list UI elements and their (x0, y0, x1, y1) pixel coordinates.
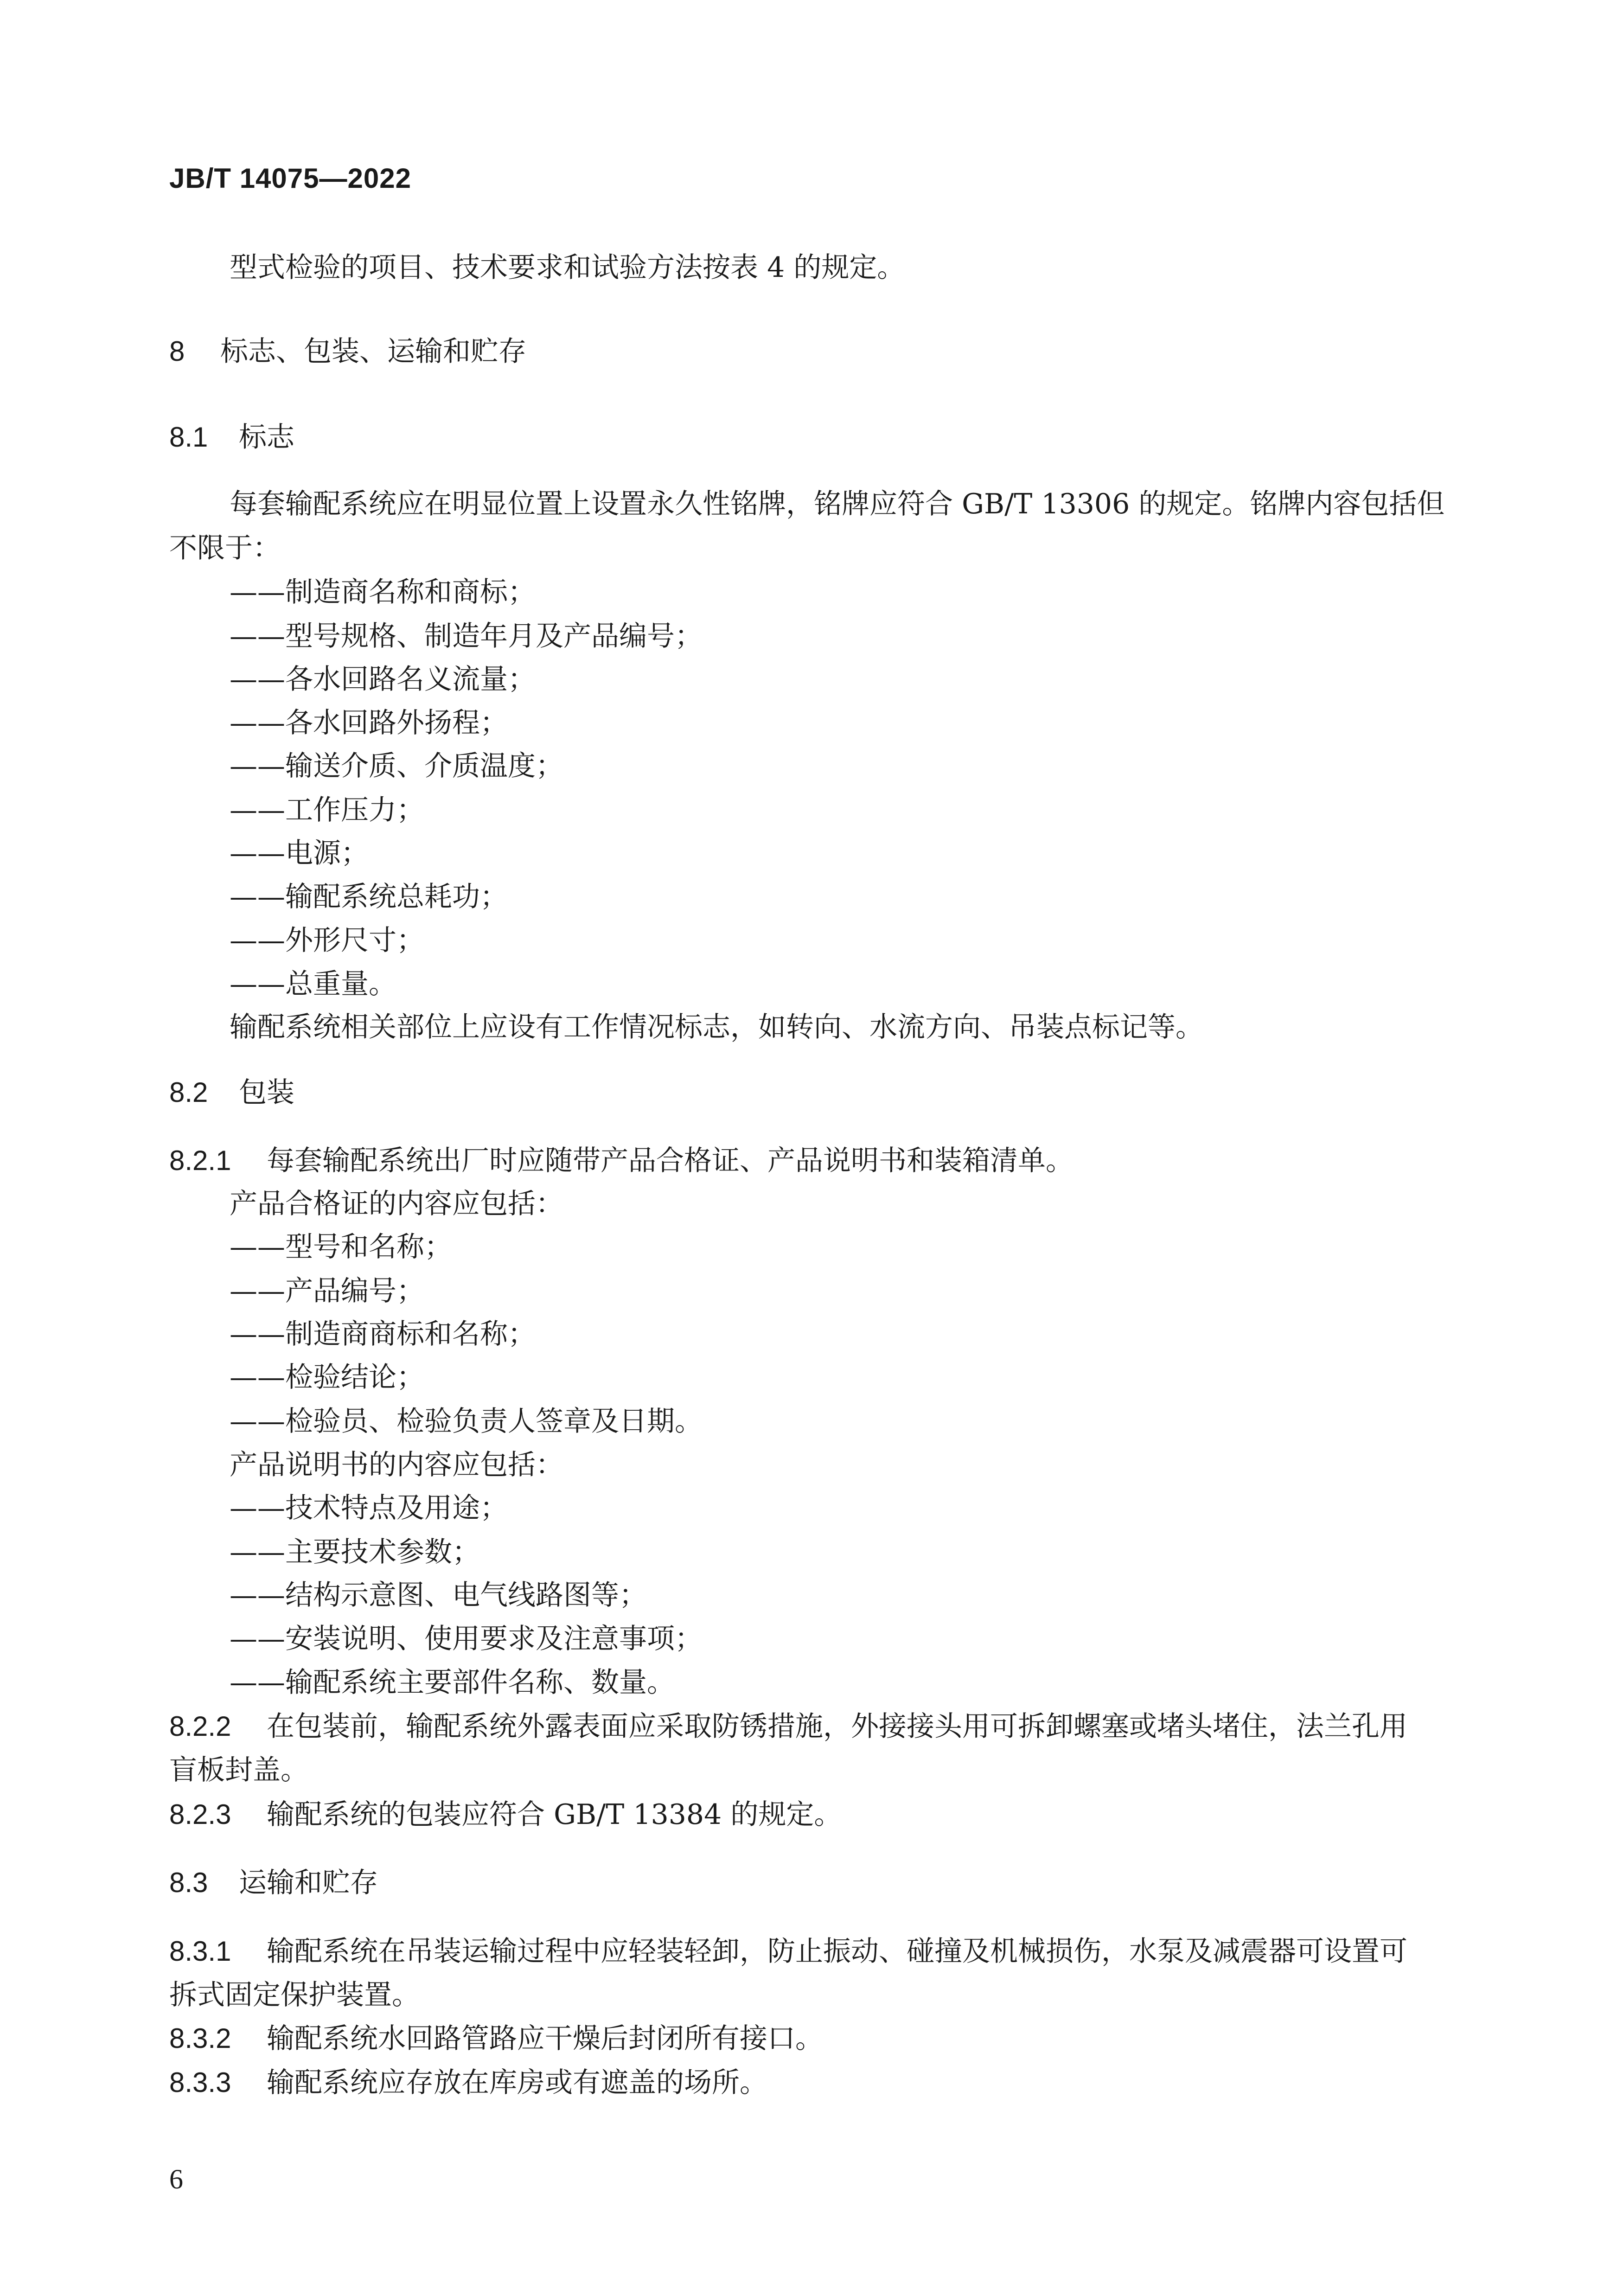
list-item: ——工作压力； (230, 794, 424, 826)
clause-text: 输配系统的包装应符合 GB/T 13384 的规定。 (267, 1798, 842, 1831)
list-item: ——技术特点及用途； (230, 1492, 508, 1524)
list-item: ——各水回路外扬程； (230, 707, 508, 739)
certificate-intro: 产品合格证的内容应包括： (230, 1188, 563, 1220)
clause-8-2-2-line1 (169, 1704, 1482, 1749)
list-item: ——结构示意图、电气线路图等； (230, 1579, 647, 1612)
list-item: ——检验结论； (230, 1361, 424, 1394)
section-8-3-heading (169, 1861, 1482, 1905)
clause-text: 在包装前，输配系统外露表面应采取防锈措施，外接接头用可拆卸螺塞或堵头堵住，法兰孔用 (267, 1710, 1407, 1743)
section-title: 标志、包装、运输和贮存 (220, 335, 526, 368)
list-item: ——型号和名称； (230, 1231, 452, 1263)
clause-8-3-1-line2: 拆式固定保护装置。 (169, 1979, 420, 2011)
clause-8-2-2-line2: 盲板封盖。 (169, 1754, 308, 1786)
clause-8-2-3 (169, 1792, 1482, 1837)
clause-number: 8.3.2 (169, 2023, 231, 2054)
list-item: ——各水回路名义流量； (230, 663, 536, 696)
section-number: 8.1 (169, 422, 208, 453)
section-number: 8 (169, 336, 185, 367)
list-item: ——电源； (230, 837, 369, 870)
list-item: ——输送介质、介质温度； (230, 750, 563, 782)
clause-8-3-1-line1 (169, 1929, 1482, 1974)
clause-number: 8.2.2 (169, 1711, 231, 1742)
list-item: ——制造商名称和商标； (230, 576, 536, 608)
list-item: ——总重量。 (230, 968, 396, 1000)
manual-intro: 产品说明书的内容应包括： (230, 1449, 563, 1481)
list-item: ——外形尺寸； (230, 924, 424, 957)
section-title: 包装 (239, 1076, 294, 1109)
intro-paragraph: 型式检验的项目、技术要求和试验方法按表 4 的规定。 (230, 251, 905, 284)
clause-text: 输配系统水回路管路应干燥后封闭所有接口。 (267, 2022, 823, 2055)
list-item: ——输配系统主要部件名称、数量。 (230, 1666, 675, 1699)
section-8-2-heading (169, 1070, 1482, 1115)
clause-number: 8.2.3 (169, 1799, 231, 1830)
s8-1-closing-paragraph: 输配系统相关部位上应设有工作情况标志，如转向、水流方向、吊装点标记等。 (230, 1011, 1203, 1043)
clause-8-3-3 (169, 2060, 1482, 2105)
s8-1-paragraph-line2: 不限于： (169, 532, 281, 564)
clause-8-3-2 (169, 2016, 1482, 2061)
section-number: 8.2 (169, 1077, 208, 1108)
list-item: ——型号规格、制造年月及产品编号； (230, 620, 703, 652)
page-number: 6 (169, 2164, 183, 2194)
section-number: 8.3 (169, 1867, 208, 1898)
section-8-heading (169, 329, 1482, 374)
list-item: ——产品编号； (230, 1275, 424, 1307)
clause-8-2-1 (169, 1138, 1482, 1183)
clause-text: 每套输配系统出厂时应随带产品合格证、产品说明书和装箱清单。 (267, 1145, 1073, 1177)
clause-number: 8.2.1 (169, 1145, 231, 1176)
list-item: ——输配系统总耗功； (230, 881, 508, 913)
clause-number: 8.3.1 (169, 1936, 231, 1967)
clause-text: 输配系统在吊装运输过程中应轻装轻卸，防止振动、碰撞及机械损伤，水泵及减震器可设置可 (267, 1935, 1407, 1968)
list-item: ——制造商商标和名称； (230, 1318, 536, 1350)
clause-text: 输配系统应存放在库房或有遮盖的场所。 (267, 2066, 767, 2099)
section-8-1-heading (169, 415, 1482, 460)
section-title: 运输和贮存 (239, 1867, 378, 1899)
s8-1-paragraph-line1: 每套输配系统应在明显位置上设置永久性铭牌，铭牌应符合 GB/T 13306 的规定。铭牌内容包括但 (230, 488, 1445, 520)
section-title: 标志 (239, 421, 294, 454)
list-item: ——检验员、检验负责人签章及日期。 (230, 1405, 703, 1438)
list-item: ——安装说明、使用要求及注意事项； (230, 1623, 703, 1655)
clause-number: 8.3.3 (169, 2067, 231, 2098)
standard-code: JB/T 14075—2022 (169, 163, 412, 194)
list-item: ——主要技术参数； (230, 1536, 480, 1568)
